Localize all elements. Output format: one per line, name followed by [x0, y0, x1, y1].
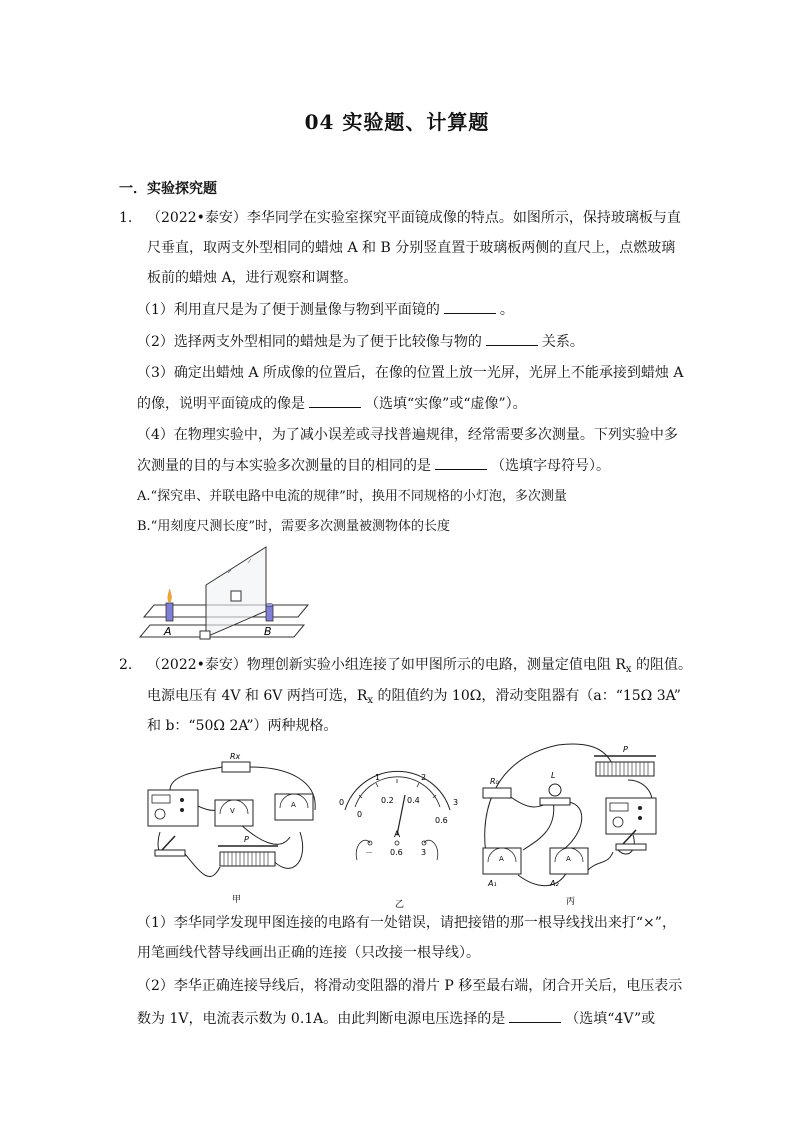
tick-bottom-3: 0.6	[435, 816, 448, 825]
tick-top-0: 0	[339, 798, 345, 807]
dial-needle	[397, 795, 405, 835]
caption-yi: 乙	[395, 900, 405, 910]
tick-bottom-0: 0	[357, 810, 363, 819]
q2-part2-text: 数为 1V，电流表示数为 0.1A。由此判断电源电压选择的是	[137, 1011, 506, 1027]
q1-part4-text: 次测量的目的与本实验多次测量的目的相同的是	[137, 458, 431, 474]
terminal-0-6: 0.6	[390, 848, 403, 857]
answer-blank[interactable]	[444, 299, 496, 314]
label-rx: Rx	[230, 752, 241, 761]
svg-text:A: A	[291, 801, 296, 809]
q1-part3-line2	[137, 393, 527, 414]
q1-part4-line1: （4）在物理实验中，为了减小误差或寻找普遍规律，经常需要多次测量。下列实验中多	[137, 427, 678, 443]
terminal-icon	[395, 841, 399, 845]
section-heading: 一．实验探究题	[119, 181, 217, 197]
q1-part4-end: （选填字母符号）。	[491, 458, 610, 474]
svg-text:V: V	[230, 807, 235, 815]
svg-text:A: A	[499, 855, 504, 863]
answer-blank[interactable]	[509, 1008, 561, 1023]
tick-top-3: 3	[453, 798, 459, 807]
dial-unit: A	[394, 830, 401, 840]
q1-stem-line2: 尺垂直，取两支外型相同的蜡烛 A 和 B 分别竖直置于玻璃板两侧的直尺上，点燃玻璃	[147, 240, 676, 256]
circuit-figure-jia	[140, 752, 330, 907]
caption-jia: 甲	[232, 895, 242, 905]
label-a: A	[164, 625, 172, 638]
resistor-rx	[222, 762, 250, 772]
flame-icon	[168, 589, 172, 603]
lamp-base	[540, 798, 570, 805]
terminal-minus: －	[365, 848, 373, 857]
power-supply	[606, 798, 656, 834]
q2-stem-line1	[147, 655, 692, 680]
q2-stem-text-end: 的阻值约为 10Ω，滑动变阻器有（a：“15Ω 3A”	[373, 688, 681, 704]
tick-bottom-2: 0.4	[407, 796, 420, 805]
subscript-x: x	[367, 695, 374, 706]
resistor-r0	[483, 788, 511, 798]
q2-part1-line2: 用笔画线代替导线画出正确的连接（只改接一根导线）。	[137, 945, 480, 961]
page-title: 04 实验题、计算题	[304, 110, 490, 134]
label-a1: A₁	[488, 879, 497, 888]
q2-stem-line2	[147, 686, 681, 711]
circuit-figure-bing	[478, 740, 676, 908]
rheostat	[596, 762, 654, 776]
mirror-experiment-figure	[136, 543, 311, 643]
q1-part4-line2	[137, 455, 610, 476]
q2-number: 2.	[119, 657, 133, 673]
q1-part1-text: （1）利用直尺是为了便于测量像与物到平面镜的	[137, 302, 440, 318]
tick-top-1: 1	[375, 773, 381, 782]
subscript-x: x	[625, 664, 632, 675]
candle-b	[266, 605, 273, 621]
q2-stem-text: 电源电压有 4V 和 6V 两挡可选，R	[147, 688, 368, 704]
q1-number: 1.	[119, 210, 133, 226]
q1-part1-end: 。	[499, 302, 514, 318]
svg-text:A: A	[566, 855, 571, 863]
q1-option-a: A.“探究串、并联电路中电流的规律”时，换用不同规格的小灯泡，多次测量	[137, 489, 567, 504]
q1-stem-line3: 板前的蜡烛 A，进行观察和调整。	[147, 270, 358, 286]
label-p: P	[623, 745, 628, 754]
tick-bottom-1: 0.2	[381, 796, 394, 805]
q1-part3-end: （选填“实像”或“虚像”）。	[365, 396, 527, 412]
answer-blank[interactable]	[309, 393, 361, 408]
candle-a	[166, 603, 173, 621]
plate-clamp	[231, 591, 241, 601]
q1-part2-text: （2）选择两支外型相同的蜡烛是为了便于比较像与物的	[137, 334, 482, 350]
q1-part3-line1: （3）确定出蜡烛 A 所成像的位置后，在像的位置上放一光屏，光屏上不能承接到蜡烛 A	[137, 365, 684, 381]
q1-part2	[137, 331, 584, 352]
q2-part1-line1: （1）李华同学发现甲图连接的电路有一处错误，请把接错的那一根导线找出来打“×”，	[137, 915, 676, 931]
switch	[155, 850, 185, 856]
q2-part2-line2	[137, 1008, 655, 1029]
q1-option-b: B.“用刻度尺测长度”时，需要多次测量被测物体的长度	[137, 519, 450, 534]
q1-stem-line1: （2022•泰安）李华同学在实验室探究平面镜成像的特点。如图所示，保持玻璃板与直	[147, 210, 681, 226]
q2-part2-line1: （2）李华正确连接导线后，将滑动变阻器的滑片 P 移至最右端，闭合开关后，电压表示	[137, 978, 683, 994]
plate-clamp	[200, 631, 210, 639]
label-p: P	[244, 835, 249, 844]
power-supply	[148, 790, 198, 826]
q1-part2-end: 关系。	[541, 334, 584, 350]
answer-blank[interactable]	[435, 455, 487, 470]
switch	[616, 844, 646, 850]
q1-part1	[137, 299, 514, 320]
label-l: L	[551, 771, 556, 780]
tick-top-2: 2	[421, 773, 427, 782]
label-b: B	[264, 625, 272, 638]
q2-part2-end: （选填“4V”或	[565, 1011, 656, 1027]
q2-stem-text: （2022•泰安）物理创新实验小组连接了如甲图所示的电路，测量定值电阻 R	[147, 657, 626, 673]
answer-blank[interactable]	[486, 331, 538, 346]
label-r0: R₀	[490, 777, 499, 786]
q2-stem-line3: 和 b：“50Ω 2A”）两种规格。	[147, 718, 338, 734]
q1-part3-text: 的像，说明平面镜成的像是	[137, 396, 305, 412]
lamp-bulb-icon	[549, 784, 561, 796]
terminal-3: 3	[421, 848, 427, 857]
ammeter-dial-figure	[335, 765, 460, 910]
caption-bing: 丙	[566, 897, 576, 907]
q2-stem-text-end: 的阻值。	[631, 657, 692, 673]
label-a2: A₂	[550, 879, 559, 888]
